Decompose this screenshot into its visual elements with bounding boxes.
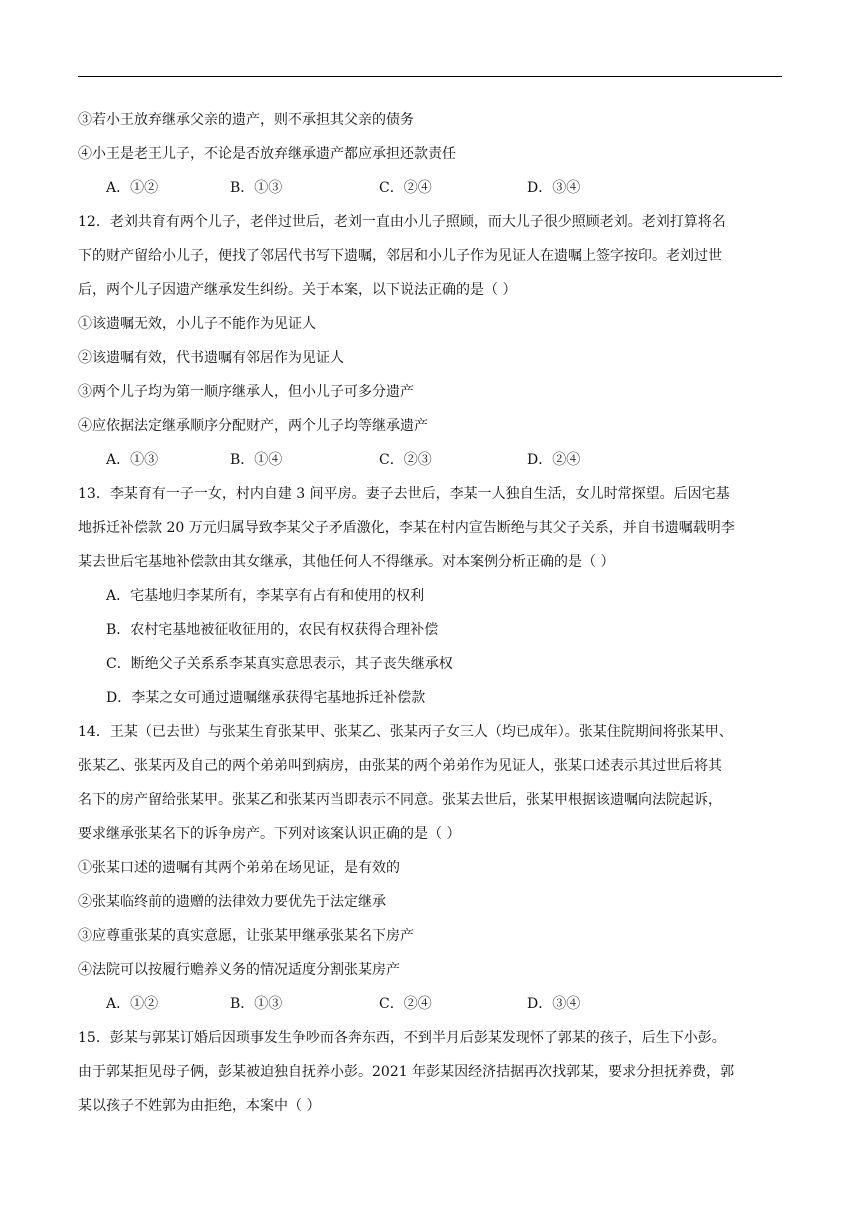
q14-item-1: ①张某口述的遗嘱有其两个弟弟在场见证，是有效的 xyxy=(78,860,400,876)
q13-option-b[interactable]: B．农村宅基地被征收征用的，农民有权获得合理补偿 xyxy=(106,622,439,638)
q12-option-d[interactable]: D．②④ xyxy=(527,452,581,468)
q14-item-3: ③应尊重张某的真实意愿，让张某甲继承张某名下房产 xyxy=(78,928,414,944)
q13-option-a[interactable]: A．宅基地归李某所有，李某享有占有和使用的权利 xyxy=(106,588,425,604)
header-rule xyxy=(78,76,782,77)
q14-stem-line-4: 要求继承张某名下的诉争房产。下列对该案认识正确的是（ ） xyxy=(78,826,461,842)
q13-stem-line-2: 地拆迁补偿款 20 万元归属导致李某父子矛盾激化，李某在村内宣告断绝与其父子关系，并自书遗嘱载明李 xyxy=(78,520,735,536)
q11-option-a[interactable]: A．①② xyxy=(106,180,159,196)
q12-option-c[interactable]: C．②③ xyxy=(379,452,432,468)
q14-option-b[interactable]: B．①③ xyxy=(230,996,283,1012)
q12-item-1: ①该遗嘱无效，小儿子不能作为见证人 xyxy=(78,316,316,332)
q14-item-4: ④法院可以按履行赡养义务的情况适度分割张某房产 xyxy=(78,962,400,978)
q14-option-d[interactable]: D．③④ xyxy=(527,996,581,1012)
q12-item-4: ④应依据法定继承顺序分配财产，两个儿子均等继承遗产 xyxy=(78,418,428,434)
q12-item-2: ②该遗嘱有效，代书遗嘱有邻居作为见证人 xyxy=(78,350,344,366)
q12-option-b[interactable]: B．①④ xyxy=(230,452,283,468)
q12-stem-line-2: 下的财产留给小儿子，便找了邻居代书写下遗嘱，邻居和小儿子作为见证人在遗嘱上签字按印。老刘过世 xyxy=(78,248,722,264)
q11-item-3: ③若小王放弃继承父亲的遗产，则不承担其父亲的债务 xyxy=(78,112,414,128)
q11-option-c[interactable]: C．②④ xyxy=(379,180,432,196)
q13-stem-line-3: 某去世后宅基地补偿款由其女继承，其他任何人不得继承。对本案例分析正确的是（ ） xyxy=(78,554,615,570)
q11-option-d[interactable]: D．③④ xyxy=(527,180,581,196)
q15-stem-line-2: 由于郭某拒见母子俩，彭某被迫独自抚养小彭。2021 年彭某因经济拮据再次找郭某，要求分担抚养费，郭 xyxy=(78,1064,735,1080)
q12-stem-line-1: 12．老刘共育有两个儿子，老伴过世后，老刘一直由小儿子照顾，而大儿子很少照顾老刘。老刘打算将名 xyxy=(78,214,726,230)
q12-option-a[interactable]: A．①③ xyxy=(106,452,159,468)
q11-item-4: ④小王是老王儿子，不论是否放弃继承遗产都应承担还款责任 xyxy=(78,146,456,162)
q12-item-3: ③两个儿子均为第一顺序继承人，但小儿子可多分遗产 xyxy=(78,384,414,400)
q12-stem-line-3: 后，两个儿子因遗产继承发生纠纷。关于本案，以下说法正确的是（ ） xyxy=(78,282,517,298)
q14-stem-line-2: 张某乙、张某丙及自己的两个弟弟叫到病房，由张某的两个弟弟作为见证人，张某口述表示其过世后将其 xyxy=(78,758,722,774)
q13-option-c[interactable]: C．断绝父子关系系李某真实意思表示，其子丧失继承权 xyxy=(106,656,453,672)
q14-option-a[interactable]: A．①② xyxy=(106,996,159,1012)
q11-option-b[interactable]: B．①③ xyxy=(230,180,283,196)
q14-stem-line-3: 名下的房产留给张某甲。张某乙和张某丙当即表示不同意。张某去世后，张某甲根据该遗嘱向法院起诉， xyxy=(78,792,722,808)
q15-stem-line-1: 15．彭某与郭某订婚后因琐事发生争吵而各奔东西，不到半月后彭某发现怀了郭某的孩子，后生下小彭。 xyxy=(78,1030,726,1046)
q14-item-2: ②张某临终前的遗赠的法律效力要优先于法定继承 xyxy=(78,894,386,910)
q13-stem-line-1: 13．李某育有一子一女，村内自建 3 间平房。妻子去世后，李某一人独自生活，女儿时常探望。后因宅基 xyxy=(78,486,730,502)
q14-stem-line-1: 14．王某（已去世）与张某生育张某甲、张某乙、张某丙子女三人（均已成年）。张某住院期间将张某甲、 xyxy=(78,724,733,740)
q14-option-c[interactable]: C．②④ xyxy=(379,996,432,1012)
q13-option-d[interactable]: D．李某之女可通过遗嘱继承获得宅基地拆迁补偿款 xyxy=(106,690,426,706)
q15-stem-line-3: 某以孩子不姓郭为由拒绝，本案中（ ） xyxy=(78,1098,321,1114)
